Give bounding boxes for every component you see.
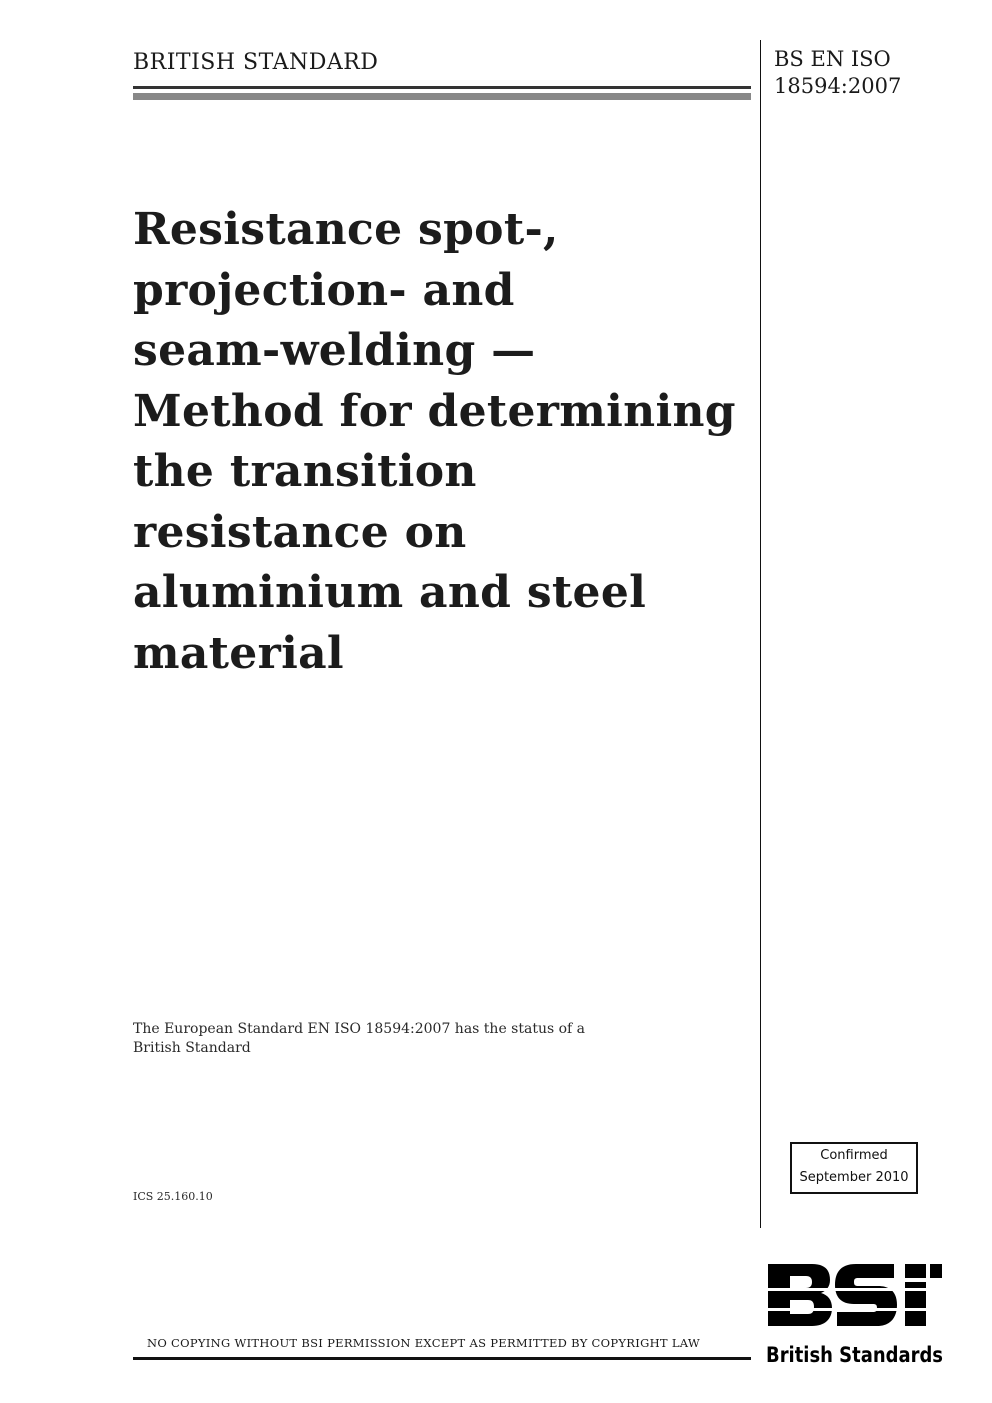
bsi-logo-icon	[765, 1262, 945, 1370]
status-note	[133, 1020, 693, 1058]
title-line: Resistance spot-,	[133, 204, 559, 255]
column-divider	[760, 40, 761, 1228]
copyright-notice: NO COPYING WITHOUT BSI PERMISSION EXCEPT AS PERMITTED BY COPYRIGHT LAW	[147, 1336, 701, 1350]
standard-number-line2: 18594:2007	[774, 74, 902, 98]
confirmed-stamp	[790, 1142, 918, 1194]
document-title	[133, 200, 757, 684]
title-line: projection- and	[133, 264, 515, 316]
title-line: material	[133, 627, 344, 679]
header-divider-thin	[133, 86, 751, 89]
title-line: Method for determining	[133, 385, 736, 437]
document-series-label: BRITISH STANDARD	[133, 50, 379, 75]
standard-number	[774, 46, 901, 100]
header-divider-thick	[133, 93, 751, 100]
status-note-line1: The European Standard EN ISO 18594:2007 has the status of a	[133, 1021, 586, 1037]
title-line: aluminium and steel	[133, 567, 647, 618]
confirmed-label: Confirmed	[820, 1148, 888, 1163]
status-note-line2: British Standard	[133, 1040, 251, 1056]
bsi-logo-caption: British Standards	[766, 1343, 943, 1367]
confirmed-date: September 2010	[799, 1170, 909, 1185]
standard-number-line1: BS EN ISO	[774, 47, 891, 71]
title-line: seam-welding —	[133, 325, 536, 376]
ics-code: ICS 25.160.10	[133, 1190, 213, 1203]
title-line: resistance on	[133, 506, 467, 558]
footer-divider	[133, 1357, 751, 1360]
title-line: the transition	[133, 446, 477, 497]
